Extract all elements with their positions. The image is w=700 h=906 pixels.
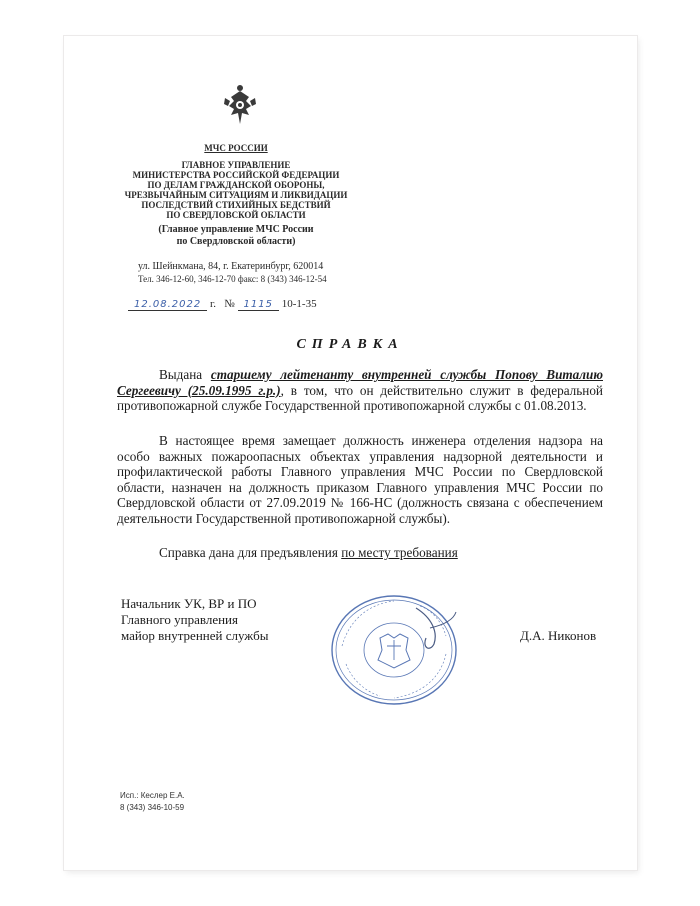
executor-info <box>120 790 185 814</box>
registration-index: 10-1-35 <box>281 298 317 310</box>
organization-name <box>108 160 364 220</box>
executor-phone: 8 (343) 346-10-59 <box>120 803 185 812</box>
official-stamp-icon <box>330 588 462 706</box>
position-line: Начальник УК, ВР и ПО <box>121 596 257 611</box>
org-line: ПО ДЕЛАМ ГРАЖДАНСКОЙ ОБОРОНЫ, <box>147 180 325 190</box>
year-suffix: г. <box>210 298 217 310</box>
short-name-line: по Свердловской области) <box>176 236 296 247</box>
person-name: старшему лейтенанту внутренней службы Попову Виталию Сергеевичу (25.09.1995 г.р.) <box>117 367 603 398</box>
org-line: ПО СВЕРДЛОВСКОЙ ОБЛАСТИ <box>166 210 306 220</box>
org-line: МИНИСТЕРСТВА РОССИЙСКОЙ ФЕДЕРАЦИИ <box>132 170 340 180</box>
short-name-line: (Главное управление МЧС России <box>158 224 314 235</box>
document-title: СПРАВКА <box>296 337 404 352</box>
address: ул. Шейнкмана, 84, г. Екатеринбург, 620014 <box>138 261 324 272</box>
number-sign: № <box>224 298 235 310</box>
org-line: ЧРЕЗВЫЧАЙНЫМ СИТУАЦИЯМ И ЛИКВИДАЦИИ <box>124 190 348 200</box>
paragraph-position: В настоящее время замещает должность инженера отделения надзора на особо важных пожароопасных объектах управления надзорной деятельности и профилактической работы Главного управления МЧС России по Свердловской области, назначен на должность приказом Главного управления МЧС России по Свердловской области от 27.09.2019 № 166-НС (должность связана с обеспечением деятельности Государственной противопожарной службы). <box>117 433 603 526</box>
p1-lead: Выдана <box>159 367 211 382</box>
p1-rest: , в том, что он действительно служит в федеральной противопожарной службе Государственной противопожарной службы с 01.08.2013. <box>117 382 603 414</box>
p3-place: по месту требования <box>341 545 458 560</box>
paragraph-issued-to <box>117 367 603 414</box>
registration-number: 1115 <box>243 299 273 310</box>
org-line: ГЛАВНОЕ УПРАВЛЕНИЕ <box>181 160 291 170</box>
executor-name: Исп.: Кеслер Е.А. <box>120 791 185 800</box>
signatory-position <box>121 596 268 644</box>
agency-name: МЧС РОССИИ <box>204 143 268 153</box>
position-line: Главного управления <box>121 612 238 627</box>
registration-date: 12.08.2022 <box>134 299 202 310</box>
position-line: майор внутренней службы <box>121 628 269 643</box>
mchs-emblem-icon <box>222 84 258 128</box>
phones: Тел. 346-12-60, 346-12-70 факс: 8 (343) 346-12-54 <box>138 274 327 284</box>
paragraph-purpose <box>159 545 458 561</box>
signatory-name: Д.А. Никонов <box>520 628 597 643</box>
organization-short-name <box>108 224 364 248</box>
registration-line <box>128 298 317 311</box>
p3-lead: Справка дана для предъявления <box>159 545 342 560</box>
org-line: ПОСЛЕДСТВИЙ СТИХИЙНЫХ БЕДСТВИЙ <box>141 200 331 210</box>
